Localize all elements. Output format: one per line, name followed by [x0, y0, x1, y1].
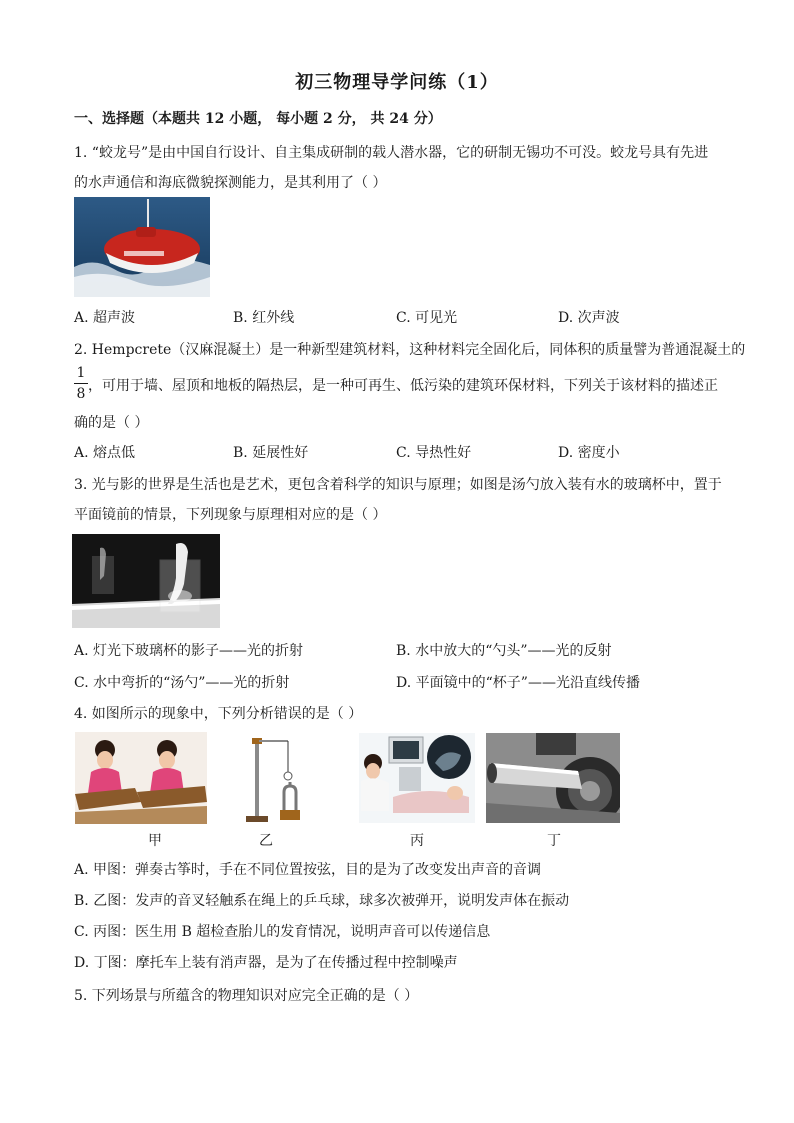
q4-option-a: A. 甲图：弹奏古筝时，手在不同位置按弦，目的是为了改变发出声音的音调 [74, 862, 542, 878]
tuning-fork-apparatus-diagram [242, 732, 304, 824]
q1-option-d: D. 次声波 [558, 310, 620, 326]
q2-option-b: B. 延展性好 [233, 445, 309, 461]
figure-caption-yi: 乙 [259, 833, 273, 849]
q3-option-b: B. 水中放大的“勺头”——光的反射 [396, 643, 612, 659]
fraction-denominator: 8 [76, 386, 86, 402]
fraction-one-eighth [74, 364, 88, 403]
page-title: 初三物理导学问练（1） [295, 72, 499, 93]
q2-stem-line1: 2. Hempcrete（汉麻混凝土）是一种新型建筑材料，这种材料完全固化后，同体积的质量譬为普通混凝土的 [74, 342, 746, 358]
q1-stem-line2: 的水声通信和海底微貌探测能力，是其利用了（ ） [74, 175, 387, 191]
fraction-bar [74, 383, 88, 384]
glass-spoon-mirror-photo [72, 534, 220, 628]
q1-option-a: A. 超声波 [74, 310, 136, 326]
q2-option-d: D. 密度小 [558, 445, 620, 461]
q2-stem-line3: 确的是（ ） [74, 415, 149, 431]
q2-option-a: A. 熔点低 [74, 445, 136, 461]
q4-option-c: C. 丙图：医生用 B 超检查胎儿的发育情况，说明声音可以传递信息 [74, 924, 491, 940]
q2-option-c: C. 导热性好 [396, 445, 472, 461]
q2-stem-line2: ，可用于墙、屋顶和地板的隔热层，是一种可再生、低污染的建筑环保材料，下列关于该材料的描述正 [88, 378, 718, 394]
motorcycle-muffler-photo [486, 733, 620, 823]
section-heading: 一、选择题（本题共 12 小题， 每小题 2 分， 共 24 分） [74, 111, 442, 127]
q4-stem-line1: 4. 如图所示的现象中，下列分析错误的是（ ） [74, 706, 363, 722]
figure-caption-ding: 丁 [547, 833, 561, 849]
q4-option-b: B. 乙图：发声的音叉轻触系在绳上的乒乓球，球多次被弹开，说明发声体在振动 [74, 893, 570, 909]
q1-option-c: C. 可见光 [396, 310, 458, 326]
q1-option-b: B. 红外线 [233, 310, 295, 326]
q5-stem-line1: 5. 下列场景与所蕴含的物理知识对应完全正确的是（ ） [74, 988, 419, 1004]
q4-option-d: D. 丁图：摩托车上装有消声器，是为了在传播过程中控制噪声 [74, 955, 458, 971]
q3-option-a: A. 灯光下玻璃杯的影子——光的折射 [74, 643, 304, 659]
figure-caption-jia: 甲 [148, 833, 162, 849]
q3-option-c: C. 水中弯折的“汤勺”——光的折射 [74, 675, 290, 691]
submersible-photo [74, 197, 210, 297]
q3-stem-line2: 平面镜前的情景，下列现象与原理相对应的是（ ） [74, 507, 387, 523]
figure-caption-bing: 丙 [410, 833, 424, 849]
b-ultrasound-exam-photo [359, 733, 475, 823]
q1-stem-line1: 1. “蛟龙号”是由中国自行设计、自主集成研制的载人潜水器，它的研制无锡功不可没。蛟龙号具有先进 [74, 145, 709, 161]
guzheng-players-photo [75, 732, 207, 824]
q3-stem-line1: 3. 光与影的世界是生活也是艺术，更包含着科学的知识与原理；如图是汤勺放入装有水的玻璃杯中，置于 [74, 477, 722, 493]
q3-option-d: D. 平面镜中的“杯子”——光沿直线传播 [396, 675, 640, 691]
fraction-numerator: 1 [76, 365, 86, 381]
